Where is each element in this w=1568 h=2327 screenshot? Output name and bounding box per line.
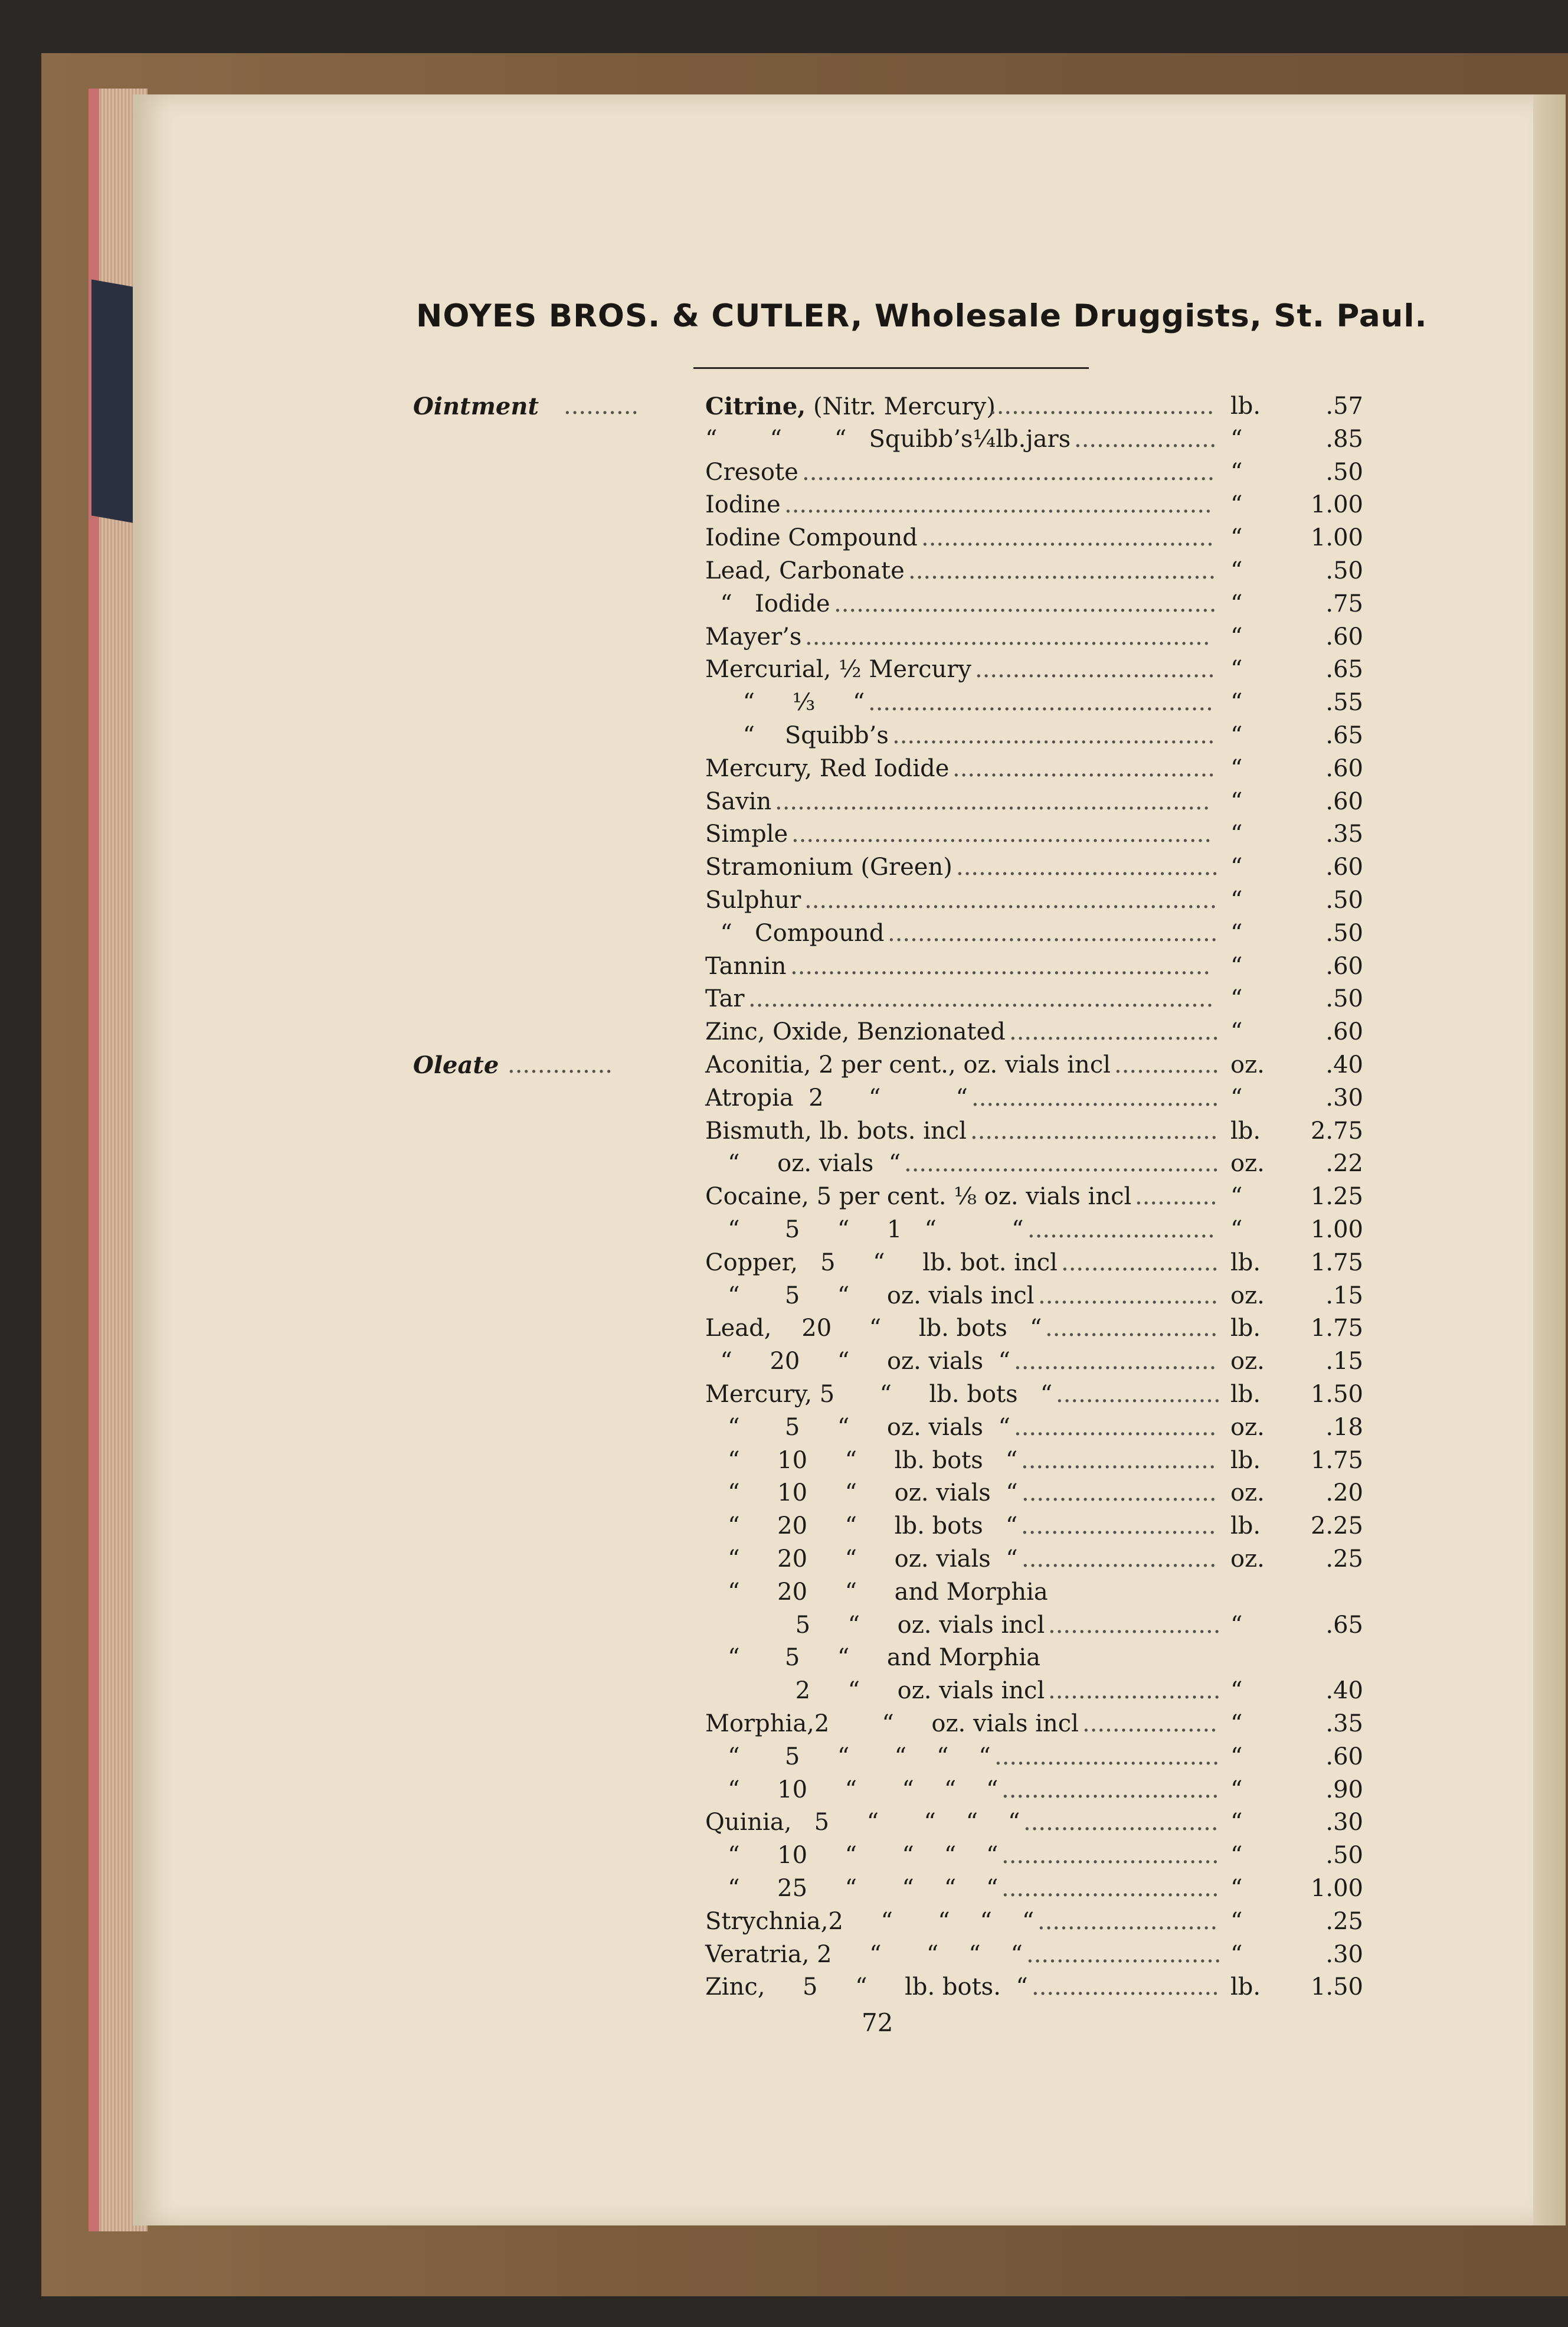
item-unit: oz.	[1230, 1051, 1265, 1078]
list-row	[0, 788, 1416, 821]
list-row	[0, 1479, 1416, 1512]
dot-leader: ......................................................	[805, 623, 1210, 651]
dot-leader: ...........................................	[892, 722, 1215, 749]
item-unit: oz.	[1230, 1545, 1265, 1573]
item-name: “ Compound	[705, 919, 885, 947]
list-row	[0, 1381, 1416, 1414]
item-name: Mercury, 5 “ lb. bots “	[705, 1381, 1053, 1408]
item-unit: “	[1230, 557, 1243, 584]
item-price: .40	[1325, 1677, 1363, 1705]
item-name: “ 20 “ and Morphia	[705, 1578, 1048, 1606]
dot-leader: .........................................	[908, 557, 1216, 584]
item-price: .90	[1325, 1776, 1363, 1803]
list-row	[0, 1842, 1416, 1875]
item-price: 1.00	[1310, 491, 1363, 519]
item-unit: lb.	[1230, 1249, 1261, 1276]
item-price: .50	[1325, 919, 1363, 947]
item-name: Sulphur	[705, 887, 801, 914]
list-row	[0, 722, 1416, 755]
dot-leader: ..........................................	[904, 1150, 1220, 1178]
item-price: 1.75	[1310, 1446, 1363, 1474]
item-name: “ 10 “ “ “ “	[705, 1776, 999, 1803]
item-unit: “	[1230, 952, 1243, 980]
dot-leader: ................................	[975, 656, 1215, 684]
dot-leader: ..........	[564, 393, 639, 420]
list-row	[0, 1710, 1416, 1743]
item-name: Zinc, Oxide, Benzionated	[705, 1018, 1006, 1046]
item-name: Strychnia,2 “ “ “ “	[705, 1907, 1035, 1935]
item-name: “ “ “ Squibb’s¼lb.jars	[705, 425, 1071, 453]
dot-leader: .................................	[971, 1084, 1219, 1112]
item-name: Morphia,2 “ oz. vials incl	[705, 1710, 1079, 1737]
dot-leader: ............................................	[888, 919, 1218, 947]
item-name: “ oz. vials “	[705, 1150, 901, 1178]
item-unit: “	[1230, 1611, 1243, 1639]
item-unit: “	[1230, 590, 1243, 617]
item-name: Quinia, 5 “ “ “ “	[705, 1809, 1020, 1836]
list-row	[0, 1612, 1416, 1645]
item-name: Mercurial, ½ Mercury	[705, 656, 972, 684]
item-unit: “	[1230, 1183, 1243, 1211]
item-name: “ 5 “ 1 “ “	[705, 1216, 1024, 1243]
item-price: 1.00	[1310, 1875, 1363, 1902]
item-unit: “	[1230, 1907, 1243, 1935]
item-unit: “	[1230, 754, 1243, 782]
dot-leader: ..........................	[1022, 1545, 1217, 1573]
item-price: .60	[1325, 952, 1363, 980]
item-unit: “	[1230, 1084, 1243, 1112]
item-unit: “	[1230, 1875, 1243, 1902]
item-name: “ 5 “ “ “ “	[705, 1743, 991, 1770]
dot-leader: ...................	[1074, 425, 1217, 453]
item-unit: “	[1230, 1842, 1243, 1870]
list-row	[0, 1348, 1416, 1381]
item-name: Aconitia, 2 per cent., oz. vials incl	[705, 1051, 1111, 1078]
item-price: .15	[1325, 1348, 1363, 1375]
item-unit: “	[1230, 1216, 1243, 1243]
list-row	[0, 1018, 1416, 1051]
dot-leader: ...................................	[956, 854, 1219, 881]
item-price: .75	[1325, 590, 1363, 617]
list-row	[0, 1447, 1416, 1480]
item-unit: “	[1230, 821, 1243, 848]
dot-leader: ..............................................................	[748, 985, 1214, 1013]
item-name: Veratria, 2 “ “ “ “	[705, 1940, 1023, 1968]
dot-leader: .............................	[1001, 1842, 1219, 1870]
list-row	[0, 656, 1416, 689]
list-row	[0, 1282, 1416, 1315]
list-row	[0, 1117, 1416, 1151]
item-price: .55	[1325, 689, 1363, 717]
dot-leader: .......................	[1048, 1611, 1221, 1639]
list-row	[0, 1908, 1416, 1941]
item-name: Simple	[705, 821, 788, 848]
list-row	[0, 887, 1416, 920]
item-unit: lb.	[1230, 1315, 1261, 1342]
item-unit: oz.	[1230, 1479, 1265, 1507]
list-row	[0, 623, 1416, 656]
item-name: Lead, Carbonate	[705, 557, 905, 584]
dot-leader: ..........................	[1021, 1446, 1216, 1474]
item-price: 1.00	[1310, 1216, 1363, 1243]
item-name: Iodine	[705, 491, 781, 519]
dot-leader: ..........................	[1026, 1940, 1222, 1968]
item-price: 1.50	[1310, 1973, 1363, 2001]
list-row	[0, 953, 1416, 986]
item-price: 1.25	[1310, 1183, 1363, 1211]
item-name: “ 20 “ oz. vials “	[705, 1348, 1010, 1375]
item-price: .57	[1325, 393, 1363, 420]
item-unit: “	[1230, 458, 1243, 486]
item-price: .65	[1325, 1611, 1363, 1639]
item-price: 2.75	[1310, 1117, 1363, 1145]
page-number: 72	[862, 2008, 893, 2037]
item-unit: “	[1230, 1940, 1243, 1968]
dot-leader: ...........................	[1014, 1413, 1217, 1441]
item-unit: lb.	[1230, 1973, 1261, 2001]
item-unit: oz.	[1230, 1282, 1265, 1309]
dot-leader: ........................	[1038, 1282, 1219, 1309]
list-row	[0, 459, 1416, 492]
list-row	[0, 1084, 1416, 1117]
dot-leader: ........................	[1037, 1907, 1218, 1935]
item-price: .40	[1325, 1051, 1363, 1078]
item-price: .60	[1325, 1018, 1363, 1046]
list-row	[0, 689, 1416, 722]
item-unit: “	[1230, 425, 1243, 453]
item-price: .18	[1325, 1413, 1363, 1441]
dot-leader: ..........................................................	[775, 787, 1210, 815]
item-price: .50	[1325, 557, 1363, 584]
section-label: Ointment	[413, 393, 539, 420]
item-price: 1.75	[1310, 1249, 1363, 1276]
list-row	[0, 590, 1416, 623]
dot-leader: ..............................................	[868, 689, 1213, 717]
dot-leader: ..........................	[1022, 1479, 1217, 1507]
list-row	[0, 1809, 1416, 1842]
list-row	[0, 1051, 1416, 1084]
item-unit: lb.	[1230, 1117, 1261, 1145]
item-price: .30	[1325, 1084, 1363, 1112]
item-name: Mayer’s	[705, 623, 802, 651]
item-name: “ Iodide	[705, 590, 830, 617]
item-unit: lb.	[1230, 393, 1261, 420]
item-name: “ 25 “ “ “ “	[705, 1875, 999, 1902]
item-unit: “	[1230, 689, 1243, 717]
item-unit: “	[1230, 919, 1243, 947]
list-row	[0, 1776, 1416, 1809]
dot-leader: ...........	[1135, 1183, 1217, 1211]
dot-leader: ..........................	[1023, 1809, 1219, 1836]
dot-leader: .......................................................	[804, 887, 1217, 914]
list-row	[0, 1644, 1416, 1677]
list-row	[0, 491, 1416, 524]
item-unit: “	[1230, 1776, 1243, 1803]
dot-leader: .............................	[1001, 1875, 1219, 1902]
item-price: 2.25	[1310, 1512, 1363, 1540]
item-name: Tar	[705, 985, 745, 1013]
list-row	[0, 1677, 1416, 1710]
item-price: .60	[1325, 854, 1363, 881]
item-name: “ Squibb’s	[705, 722, 889, 749]
item-unit: “	[1230, 491, 1243, 519]
item-name: Stramonium (Green)	[705, 854, 952, 881]
item-name: Cresote	[705, 458, 798, 486]
list-row	[0, 1973, 1416, 2006]
item-unit: “	[1230, 1677, 1243, 1705]
dot-leader: ..............................	[989, 393, 1215, 420]
item-price: .60	[1325, 754, 1363, 782]
list-row	[0, 1941, 1416, 1974]
dot-leader: ...................................................	[834, 590, 1217, 617]
item-price: .50	[1325, 458, 1363, 486]
item-name: “ 5 “ and Morphia	[705, 1644, 1041, 1672]
item-price: .60	[1325, 1743, 1363, 1770]
dot-leader: .......................	[1048, 1677, 1221, 1705]
list-row	[0, 1249, 1416, 1282]
list-row	[0, 1183, 1416, 1216]
item-price: .30	[1325, 1940, 1363, 1968]
item-price: .15	[1325, 1282, 1363, 1309]
item-name: Copper, 5 “ lb. bot. incl	[705, 1249, 1058, 1276]
list-row	[0, 985, 1416, 1018]
item-price: .65	[1325, 656, 1363, 684]
item-unit: “	[1230, 985, 1243, 1013]
item-unit: lb.	[1230, 1381, 1261, 1408]
item-name: “ 20 “ lb. bots “	[705, 1512, 1018, 1540]
list-row	[0, 1414, 1416, 1447]
item-name: Mercury, Red Iodide	[705, 754, 950, 782]
list-row	[0, 1578, 1416, 1612]
dot-leader: .................................	[970, 1117, 1218, 1145]
list-row	[0, 920, 1416, 953]
item-unit: lb.	[1230, 1446, 1261, 1474]
item-name: Lead, 20 “ lb. bots “	[705, 1315, 1042, 1342]
list-row	[0, 557, 1416, 590]
dot-leader: ......................	[1056, 1381, 1221, 1408]
item-price: .25	[1325, 1907, 1363, 1935]
item-price: .85	[1325, 425, 1363, 453]
item-unit: “	[1230, 787, 1243, 815]
item-name: “ ⅓ “	[705, 689, 865, 717]
dot-leader: ........................................................	[791, 821, 1212, 848]
item-unit: “	[1230, 1018, 1243, 1046]
item-name: “ 10 “ lb. bots “	[705, 1446, 1018, 1474]
dot-leader: ............................	[1009, 1018, 1220, 1046]
list-row	[0, 1875, 1416, 1908]
item-price: .65	[1325, 722, 1363, 749]
header-rule	[693, 367, 1089, 369]
dot-leader: .........................................................	[784, 491, 1212, 519]
item-price: 1.75	[1310, 1315, 1363, 1342]
dot-leader: .............................	[1001, 1776, 1219, 1803]
item-unit: lb.	[1230, 1512, 1261, 1540]
dot-leader: .........................	[1027, 1216, 1215, 1243]
list-row	[0, 1315, 1416, 1348]
item-name: Bismuth, lb. bots. incl	[705, 1117, 967, 1145]
item-unit: “	[1230, 887, 1243, 914]
item-price: .35	[1325, 821, 1363, 848]
list-row	[0, 1743, 1416, 1776]
list-row	[0, 426, 1416, 459]
next-page-edge	[1533, 94, 1566, 2225]
item-name: Savin	[705, 787, 772, 815]
item-name: “ 5 “ oz. vials incl	[705, 1282, 1035, 1309]
dot-leader: ........................................................	[790, 952, 1211, 980]
item-name: “ 20 “ oz. vials “	[705, 1545, 1018, 1573]
item-unit: oz.	[1230, 1413, 1265, 1441]
item-price: .50	[1325, 1842, 1363, 1870]
item-unit: “	[1230, 623, 1243, 651]
list-row	[0, 1216, 1416, 1249]
item-name: Iodine Compound	[705, 524, 918, 552]
item-name: “ 5 “ oz. vials “	[705, 1413, 1010, 1441]
dot-leader: ..................	[1082, 1710, 1217, 1737]
dot-leader: .......................................	[921, 524, 1214, 552]
item-name: 5 “ oz. vials incl	[705, 1611, 1045, 1639]
list-row	[0, 524, 1416, 557]
item-price: .20	[1325, 1479, 1363, 1507]
dot-leader: ...................................	[952, 754, 1216, 782]
item-unit: “	[1230, 1809, 1243, 1836]
list-row	[0, 755, 1416, 788]
section-label: Oleate	[413, 1051, 499, 1079]
dot-leader: ..........................	[1021, 1512, 1216, 1540]
item-name: 2 “ oz. vials incl	[705, 1677, 1045, 1705]
item-unit: oz.	[1230, 1150, 1265, 1178]
item-price: .60	[1325, 787, 1363, 815]
list-row	[0, 1545, 1416, 1578]
list-row	[0, 1512, 1416, 1545]
item-unit: “	[1230, 656, 1243, 684]
item-name: Atropia 2 “ “	[705, 1084, 968, 1112]
item-price: 1.00	[1310, 524, 1363, 552]
dot-leader: ..............................	[994, 1743, 1220, 1770]
item-price: .22	[1325, 1150, 1363, 1178]
item-unit: “	[1230, 854, 1243, 881]
item-price: .50	[1325, 985, 1363, 1013]
item-unit: “	[1230, 524, 1243, 552]
item-price: .50	[1325, 887, 1363, 914]
item-name: Zinc, 5 “ lb. bots. “	[705, 1973, 1028, 2001]
item-unit: “	[1230, 1743, 1243, 1770]
list-row	[0, 393, 1416, 426]
item-price: .25	[1325, 1545, 1363, 1573]
item-price: .35	[1325, 1710, 1363, 1737]
item-name: Tannin	[705, 952, 787, 980]
dot-leader: ..............	[1114, 1051, 1220, 1078]
list-row	[0, 1150, 1416, 1183]
item-unit: “	[1230, 722, 1243, 749]
dot-leader: .........................	[1032, 1973, 1219, 2001]
item-name: Cocaine, 5 per cent. ⅛ oz. vials incl	[705, 1183, 1132, 1211]
item-unit: oz.	[1230, 1348, 1265, 1375]
list-row	[0, 821, 1416, 854]
dot-leader: .....................	[1061, 1249, 1219, 1276]
item-unit: “	[1230, 1710, 1243, 1737]
item-name: “ 10 “ oz. vials “	[705, 1479, 1018, 1507]
item-price: 1.50	[1310, 1381, 1363, 1408]
item-name: Citrine, (Nitr. Mercury)	[705, 393, 996, 420]
dot-leader: .......................	[1045, 1315, 1218, 1342]
dot-leader: .......................................................	[802, 458, 1215, 486]
dot-leader: ...........................	[1014, 1348, 1217, 1375]
page-header: NOYES BROS. & CUTLER, Wholesale Druggists, St. Paul.	[416, 298, 1428, 334]
dot-leader: ..............	[508, 1051, 613, 1078]
item-price: .60	[1325, 623, 1363, 651]
list-row	[0, 854, 1416, 887]
item-name: “ 10 “ “ “ “	[705, 1842, 999, 1870]
item-price: .30	[1325, 1809, 1363, 1836]
